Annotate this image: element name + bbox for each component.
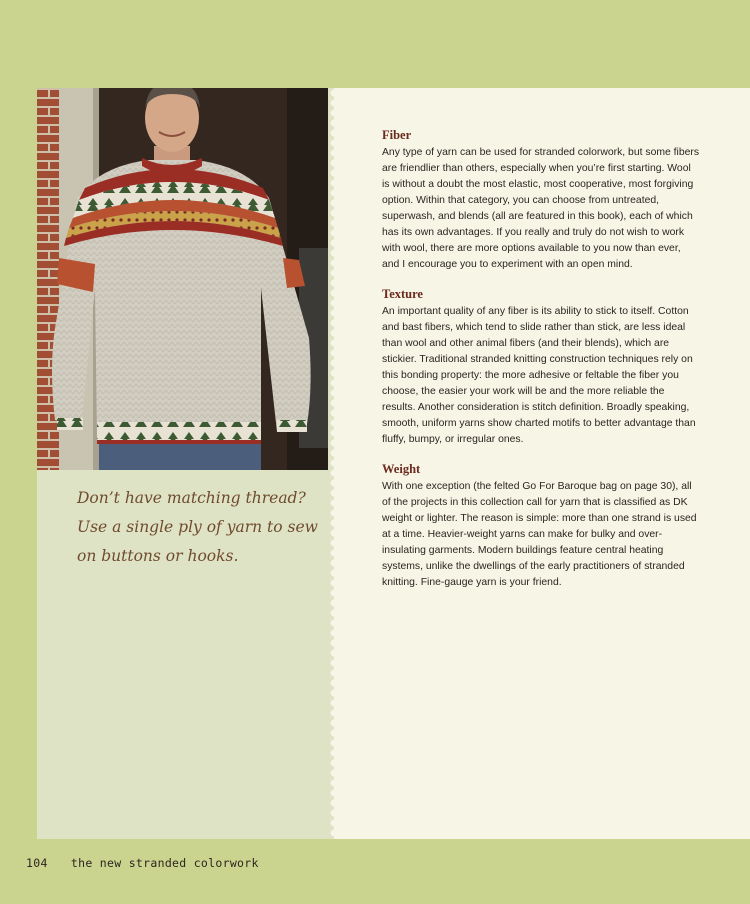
section-heading: Texture [382,287,423,301]
sweater-photo [37,88,328,470]
section-body: Any type of yarn can be used for stranded colorwork, but some fibers are friendlier than others, especially when you’re first starting. Wool is without a doubt the most elastic, most cooperative, most forgiving option. Within that category, you can choose from untreated, superwash, and blends (all are featured in this book), each of which has its own advantages. If you really and truly do not wish to work with wool, there are more options available to you now than ever, and I encourage you to experiment with an open mind. [382,147,700,270]
section-body: With one exception (the felted Go For Baroque bag on page 30), all of the projects in this collection call for yarn that is classified as DK weight or lighter. The reason is simple: more than one strand is used at a time. Heavier-weight yarns can make for bulky and over-insulating garments. Modern buildings feature central heating systems, unlike the dwellings of the early practitioners of stranded knitting. Fine-gauge yarn is your friend. [382,481,697,588]
running-title: the new stranded colorwork [70,856,259,870]
page-footer [26,856,259,870]
section-fiber [382,128,700,273]
page-number: 104 [26,856,48,870]
section-texture [382,287,700,448]
section-body: An important quality of any fiber is its ability to stick to itself. Cotton and bast fibers, which tend to slide rather than stick, are less ideal than wool and other animal fibers (and their blends), which are stickier. Traditional stranded knitting construction techniques rely on this bonding property: the more adhesive or feltable the fiber you choose, the easier your work will be and the more reliable the results. Another consideration is stitch definition. Broadly speaking, smooth, uniform yarns show charted motifs to better advantage than fluffy, bumpy, or irregular ones. [382,306,696,445]
section-weight [382,462,700,591]
perforated-edge [328,88,340,839]
section-heading: Weight [382,462,421,476]
sweater-photo-illustration [37,88,328,470]
section-heading: Fiber [382,128,412,142]
sidebar-tip: Don’t have matching thread? Use a single ply of yarn to sew on buttons or hooks. [77,489,318,565]
article-body [382,128,700,605]
